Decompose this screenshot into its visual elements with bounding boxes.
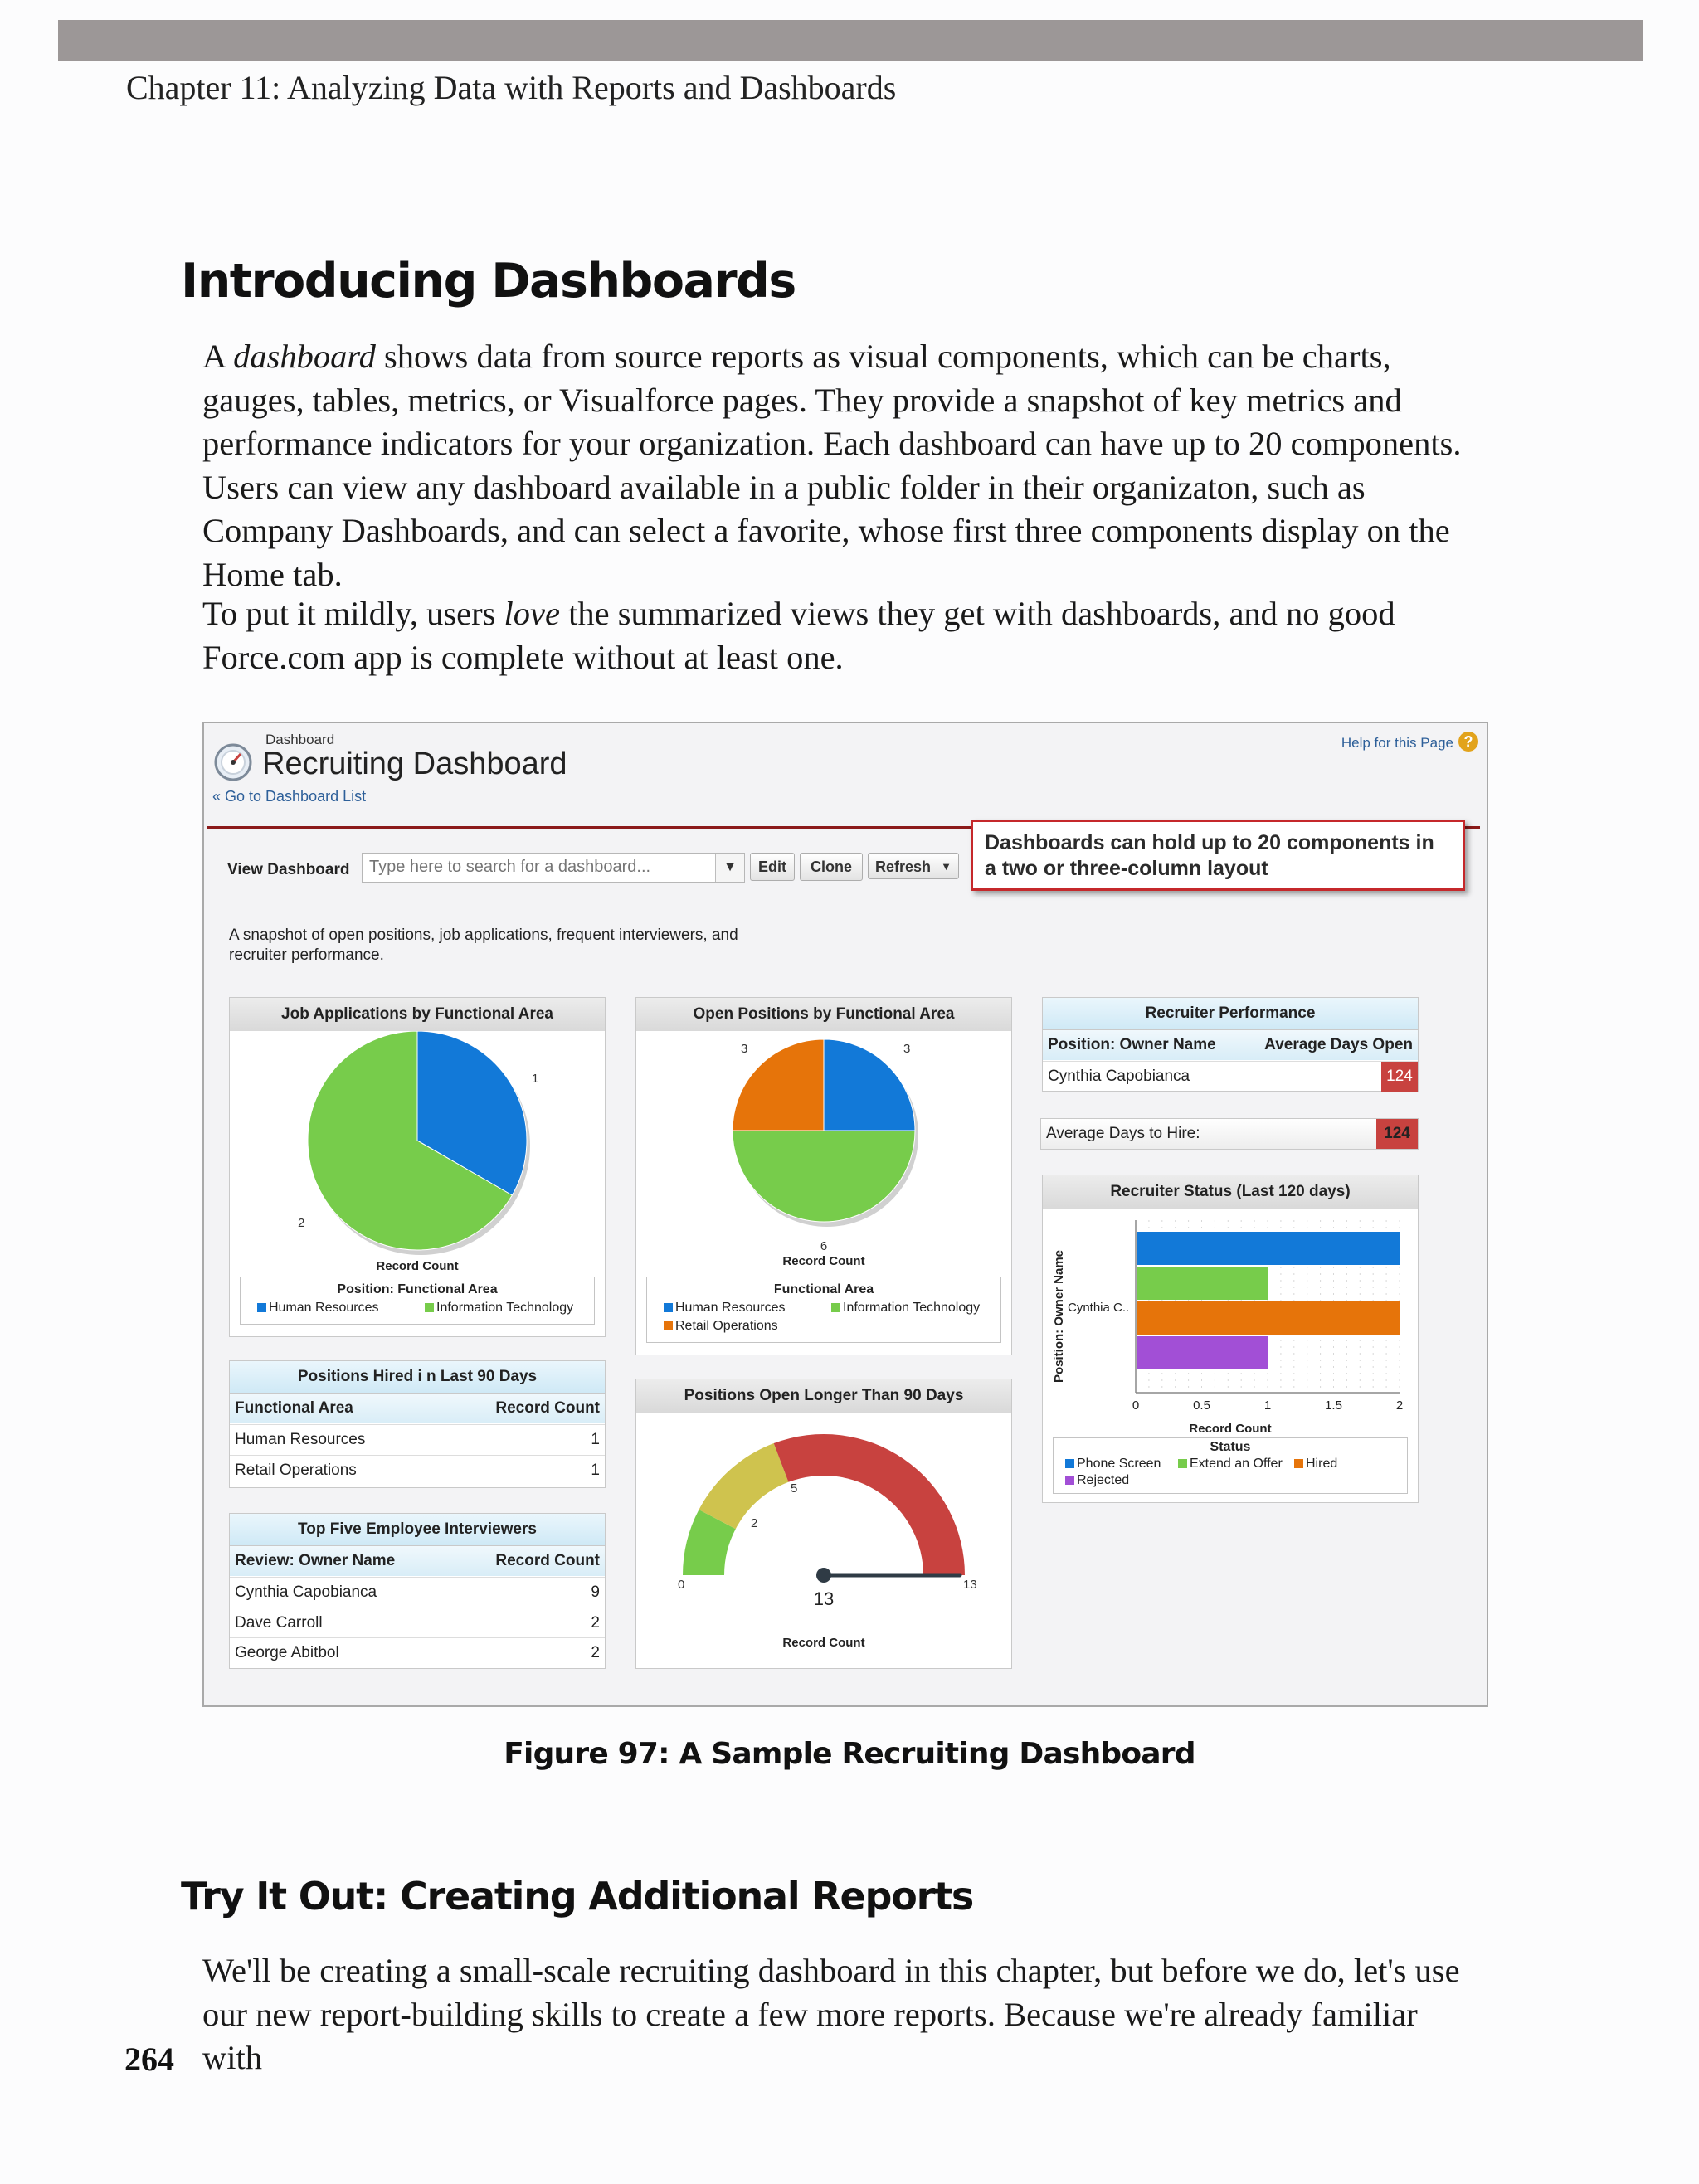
pie-slice-human-resources[interactable]: [824, 1039, 915, 1131]
refresh-button[interactable]: Refresh ▼: [868, 853, 959, 879]
pie2-label-hr: 3: [903, 1042, 911, 1056]
gauge-mark-2: 2: [751, 1516, 758, 1530]
legend-title: Position: Functional Area: [337, 1282, 498, 1296]
bar-phone-screen[interactable]: [1137, 1232, 1400, 1265]
legend-title: Functional Area: [773, 1282, 874, 1296]
open-positions-legend: [646, 1277, 1001, 1343]
bar-x-tick: 0: [1132, 1398, 1140, 1413]
legend-item-phone-screen: Phone Screen: [1065, 1457, 1161, 1471]
bar-x-tick: 1: [1263, 1398, 1272, 1413]
gauge-min-label: 0: [678, 1578, 685, 1592]
dashboard-label: Dashboard: [265, 732, 335, 747]
table-row[interactable]: Human Resources 1: [230, 1424, 605, 1455]
metric-value-badge: 124: [1381, 1062, 1418, 1092]
legend-item-extend-offer: Extend an Offer: [1178, 1457, 1283, 1471]
section-title: Introducing Dashboards: [181, 254, 796, 309]
gauge-band-red: [774, 1434, 965, 1575]
dashboard-description: A snapshot of open positions, job applications, frequent interviewers, and recruiter performance.: [229, 927, 738, 964]
recruiter-status-title: Recruiter Status (Last 120 days): [1043, 1175, 1418, 1209]
top-interviewers-title: Top Five Employee Interviewers: [230, 1514, 605, 1545]
pie2-label-retail: 3: [741, 1042, 748, 1056]
bar-xlabel: Record Count: [1189, 1422, 1272, 1436]
table-header-row: Functional Area Record Count: [230, 1393, 605, 1423]
gauge-max-label: 13: [963, 1578, 977, 1592]
try-it-paragraph: We'll be creating a small-scale recruiting dashboard in this chapter, but before we do, let's use our new report-building skills to create a few more reports. Because we're already familiar with: [202, 1952, 1460, 2076]
subsection-title: Try It Out: Creating Additional Reports: [181, 1874, 974, 1919]
legend-item-human-resources: Human Resources: [664, 1301, 786, 1316]
pie1-label-hr: 1: [532, 1072, 539, 1086]
clone-button[interactable]: Clone: [800, 853, 863, 881]
pie2-label-it: 6: [820, 1239, 828, 1253]
table-header-row: Review: Owner Name Record Count: [230, 1545, 605, 1576]
legend-item-retail-operations: Retail Operations: [664, 1319, 778, 1334]
recruiter-performance-title: Recruiter Performance: [1043, 998, 1418, 1029]
header-bar: [58, 20, 1643, 61]
gauge-hub: [816, 1568, 831, 1583]
legend-item-information-technology: Information Technology: [425, 1301, 573, 1316]
pie2-axis-label: Record Count: [782, 1254, 865, 1268]
dashboard-search-box: [362, 853, 745, 883]
pie-slice-information-technology[interactable]: [733, 1131, 915, 1222]
recruiter-status-component: [1042, 1175, 1419, 1503]
table-row[interactable]: Cynthia Capobianca 124: [1043, 1061, 1418, 1092]
gauge-mark-5: 5: [791, 1481, 798, 1496]
dashboard-search-input[interactable]: [363, 854, 716, 880]
top-interviewers-table: [229, 1513, 606, 1669]
table-row[interactable]: Cynthia Capobianca 9: [230, 1577, 605, 1608]
legend-title: Status: [1210, 1440, 1251, 1454]
metric-row: Average Days to Hire: 124: [1041, 1119, 1418, 1149]
bar-x-tick: 1.5: [1325, 1398, 1342, 1413]
edit-button[interactable]: Edit: [750, 853, 795, 881]
gauge-axis-label: Record Count: [782, 1636, 865, 1650]
running-head: Chapter 11: Analyzing Data with Reports and Dashboards: [126, 69, 897, 106]
open-longer-gauge: [636, 1413, 1011, 1668]
pie1-axis-label: Record Count: [376, 1259, 459, 1273]
table-row[interactable]: Dave Carroll 2: [230, 1608, 605, 1638]
legend-item-information-technology: Information Technology: [831, 1301, 980, 1316]
dashboard-list-link[interactable]: « Go to Dashboard List: [212, 788, 367, 805]
gauge-band-yellow: [699, 1443, 788, 1529]
annotation-callout: Dashboards can hold up to 20 components in a two or three-column layout: [971, 820, 1465, 891]
positions-hired-title: Positions Hired i n Last 90 Days: [230, 1361, 605, 1393]
bar-extend-an-offer[interactable]: [1137, 1267, 1268, 1300]
refresh-dropdown-icon: ▼: [941, 860, 952, 873]
dashboard-gauge-icon: [214, 743, 252, 781]
gauge-value: 13: [813, 1588, 835, 1609]
dashboard-term: dashboard: [233, 338, 376, 375]
recruiter-performance-table: [1042, 997, 1419, 1092]
open-longer-component: [635, 1379, 1012, 1669]
open-positions-component: [635, 997, 1012, 1355]
job-applications-component: [229, 997, 606, 1337]
positions-hired-table: [229, 1360, 606, 1488]
help-icon[interactable]: ?: [1458, 732, 1478, 752]
legend-item-rejected: Rejected: [1065, 1473, 1129, 1488]
legend-item-hired: Hired: [1294, 1457, 1337, 1471]
table-row[interactable]: Retail Operations 1: [230, 1455, 605, 1486]
help-link[interactable]: Help for this Page: [1341, 735, 1453, 751]
table-row[interactable]: George Abitbol 2: [230, 1637, 605, 1668]
bar-category-label: Cynthia C..: [1068, 1301, 1130, 1315]
bar-x-tick: 0.5: [1193, 1398, 1210, 1413]
bar-ylabel: Position: Owner Name: [1052, 1249, 1066, 1383]
page-number: 264: [124, 2041, 174, 2078]
love-paragraph: To put it mildly, users love the summarized views they get with dashboards, and no good Force.com app is complete without at least one.: [202, 595, 1395, 676]
open-longer-title: Positions Open Longer Than 90 Days: [636, 1379, 1011, 1413]
job-applications-legend: [240, 1277, 595, 1325]
view-dashboard-label: View Dashboard: [227, 861, 350, 878]
job-applications-title: Job Applications by Functional Area: [230, 998, 605, 1031]
dashboard-screenshot: [202, 722, 1488, 1707]
table-header-row: Position: Owner Name Average Days Open: [1043, 1029, 1418, 1060]
recruiter-status-legend: [1053, 1437, 1408, 1494]
metric-value-badge: 124: [1376, 1119, 1418, 1149]
legend-item-human-resources: Human Resources: [257, 1301, 379, 1316]
bar-rejected[interactable]: [1137, 1336, 1268, 1369]
dashboard-title: Recruiting Dashboard: [262, 747, 567, 781]
figure-caption: Figure 97: A Sample Recruiting Dashboard: [504, 1737, 1195, 1771]
search-dropdown-icon[interactable]: ▼: [715, 854, 744, 882]
intro-paragraph: A dashboard shows data from source reports as visual components, which can be charts, gauges, tables, metrics, or Visualforce pages. They provide a snapshot of key metrics and performance indicators for your organization. Each dashboard can have up to 20 components. Users can view any dashboard available in a public folder in their organizaton, such as Company Dashboards, and can select a favorite, whose first three components display on the Home tab.: [202, 338, 1462, 593]
open-positions-title: Open Positions by Functional Area: [636, 998, 1011, 1031]
love-term: love: [504, 595, 560, 632]
pie1-label-it: 2: [298, 1216, 305, 1230]
bar-hired[interactable]: [1137, 1301, 1400, 1335]
bar-x-tick: 2: [1395, 1398, 1404, 1413]
average-days-to-hire-metric: [1040, 1118, 1419, 1150]
